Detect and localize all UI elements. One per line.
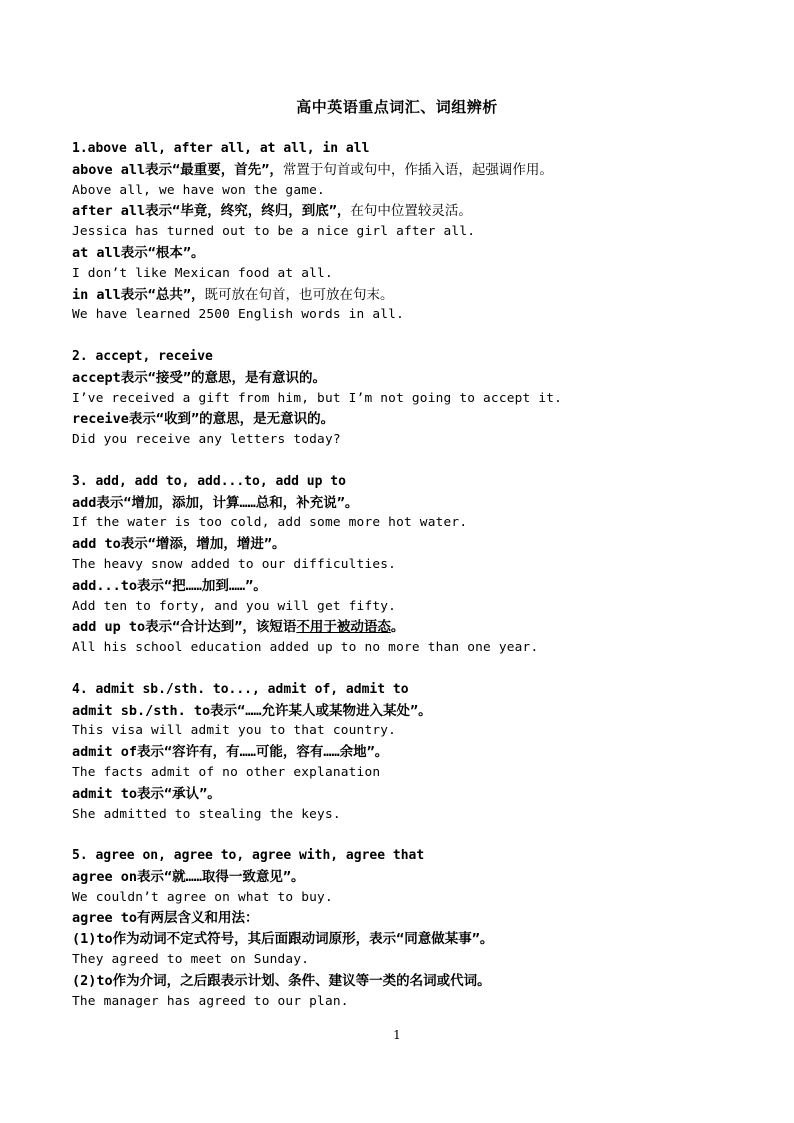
term: in all <box>72 286 121 303</box>
page-number: 1 <box>393 1028 401 1042</box>
example-sentence: Add ten to forty, and you will get fifty. <box>72 598 397 614</box>
definition-line: add to表示“增添，增加，增进”。 <box>72 536 286 553</box>
definition-line: receive表示“收到”的意思，是无意识的。 <box>72 411 335 428</box>
section-heading: 5. agree on, agree to, agree with, agree that <box>72 848 425 864</box>
definition-line: add...to表示“把……加到……”。 <box>72 577 267 594</box>
section-heading: 1.above all, after all, at all, in all <box>72 141 370 156</box>
definition-line: admit to表示“承认”。 <box>72 785 221 802</box>
definition-line: admit of表示“容许有，有……可能，容有……余地”。 <box>72 744 389 761</box>
meaning: 表示“最重要，首先”， <box>145 161 283 178</box>
document-body <box>72 139 732 1012</box>
section-heading: 2. accept, receive <box>72 348 213 364</box>
example-sentence: She admitted to stealing the keys. <box>72 806 341 822</box>
usage-note: 在句中位置较灵活。 <box>350 203 472 220</box>
term: above all <box>72 161 146 178</box>
example-sentence: We couldn’t agree on what to buy. <box>72 889 333 905</box>
definition-line: accept表示“接受”的意思，是有意识的。 <box>72 369 327 386</box>
meaning-end: 。 <box>390 619 405 636</box>
example-sentence: If the water is too cold, add some more hot water. <box>72 515 468 531</box>
definition-line: (2)to作为介词，之后跟表示计划、条件、建议等一类的名词或代词。 <box>72 972 491 989</box>
example-sentence: The facts admit of no other explanation <box>72 764 381 780</box>
definition-line <box>72 243 732 264</box>
example-sentence: This visa will admit you to that country. <box>72 723 397 739</box>
definition-line <box>72 201 732 222</box>
example-sentence: Did you receive any letters today? <box>72 432 341 448</box>
example-sentence: I don’t like Mexican food at all. <box>72 265 333 281</box>
example-sentence: The heavy snow added to our difficulties. <box>72 556 397 572</box>
example-sentence: Jessica has turned out to be a nice girl after all. <box>72 224 476 240</box>
meaning: 表示“毕竟，终究，终归，到底”， <box>145 203 351 220</box>
term: at all <box>72 244 121 261</box>
definition-line: add表示“增加，添加，计算……总和，补充说”。 <box>72 494 359 511</box>
example-sentence: All his school education added up to no more than one year. <box>72 640 539 656</box>
underlined-note: 不用于被动语态 <box>296 619 391 636</box>
example-sentence: Above all, we have won the game. <box>72 182 325 198</box>
meaning: 表示“总共”， <box>120 286 205 303</box>
section-heading: 3. add, add to, add...to, add up to <box>72 473 346 489</box>
definition-line <box>72 160 732 181</box>
definition-line: agree on表示“就……取得一致意见”。 <box>72 868 305 885</box>
section-heading: 4. admit sb./sth. to..., admit of, admit to <box>72 681 409 697</box>
term: after all <box>72 203 146 220</box>
example-sentence: They agreed to meet on Sunday. <box>72 952 310 968</box>
usage-note: 既可放在句首，也可放在句末。 <box>204 286 394 303</box>
page-title: 高中英语重点词汇、词组辨析 <box>296 98 498 116</box>
usage-note: 常置于句首或句中，作插入语，起强调作用。 <box>282 161 553 178</box>
definition-line <box>72 285 732 306</box>
example-sentence: I’ve received a gift from him, but I’m not going to accept it. <box>72 390 563 406</box>
example-sentence: We have learned 2500 English words in all. <box>72 307 404 323</box>
example-sentence: The manager has agreed to our plan. <box>72 993 349 1009</box>
meaning: add up to表示“合计达到”，该短语 <box>72 619 297 636</box>
meaning: 表示“根本”。 <box>120 244 205 261</box>
definition-line: admit sb./sth. to表示“……允许某人或某物进入某处”。 <box>72 702 432 719</box>
definition-line: (1)to作为动词不定式符号，其后面跟动词原形，表示“同意做某事”。 <box>72 931 494 948</box>
definition-line <box>72 617 732 638</box>
definition-line: agree to有两层含义和用法： <box>72 910 259 927</box>
